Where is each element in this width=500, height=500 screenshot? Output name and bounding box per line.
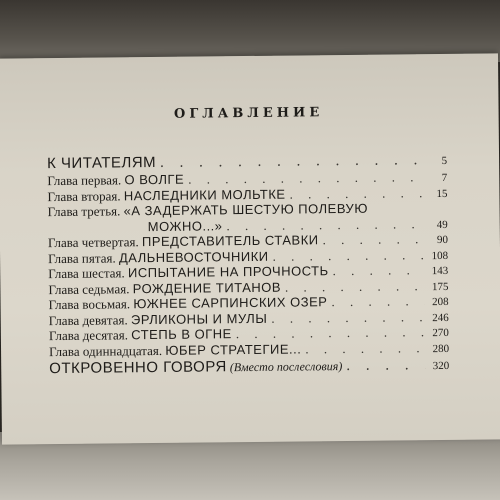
dot-leader bbox=[289, 185, 423, 202]
chapter-title: ОТКРОВЕННО ГОВОРЯ bbox=[49, 358, 227, 378]
chapter-title: НАСЛЕДНИКИ МОЛЬТКЕ bbox=[123, 186, 286, 203]
dot-leader bbox=[271, 309, 425, 326]
dot-leader bbox=[272, 247, 424, 264]
chapter-title: «А ЗАДЕРЖАТЬ ШЕСТУЮ ПОЛЕВУЮ bbox=[123, 200, 368, 219]
dot-leader bbox=[285, 278, 425, 295]
page-number: 143 bbox=[431, 264, 449, 278]
chapter-title: ЮЖНЕЕ САРПИНСКИХ ОЗЕР bbox=[133, 294, 328, 312]
chapter-number: Глава восьмая. bbox=[48, 296, 134, 313]
chapter-number: Глава третья. bbox=[47, 203, 124, 220]
page-number: 5 bbox=[441, 154, 448, 167]
chapter-title: СТЕПЬ В ОГНЕ bbox=[131, 326, 232, 343]
chapter-number: Глава седьмая. bbox=[48, 280, 133, 297]
book-page bbox=[0, 53, 500, 444]
chapter-number: Глава шестая. bbox=[48, 265, 129, 282]
toc-entry-label bbox=[148, 218, 223, 234]
toc-entry-label bbox=[47, 172, 184, 189]
chapter-title: ПРЕДСТАВИТЕЛЬ СТАВКИ bbox=[141, 232, 319, 250]
page-number: 246 bbox=[432, 311, 449, 324]
page-title: ОГЛАВЛЕНИЕ bbox=[173, 105, 324, 122]
chapter-title: РОЖДЕНИЕ ТИТАНОВ bbox=[132, 279, 282, 296]
chapter-title: К ЧИТАТЕЛЯМ bbox=[47, 153, 157, 173]
chapter-number: Глава десятая. bbox=[48, 327, 132, 344]
chapter-subtitle: (Вместо послесловия) bbox=[226, 359, 343, 375]
chapter-title: О ВОЛГЕ bbox=[124, 171, 185, 188]
dot-leader bbox=[305, 340, 425, 357]
page-number: 108 bbox=[431, 249, 449, 262]
dot-leader bbox=[323, 231, 424, 248]
dot-leader bbox=[333, 262, 425, 278]
chapter-title: ИСПЫТАНИЕ НА ПРОЧНОСТЬ bbox=[127, 263, 329, 281]
chapter-number: Глава одиннадцатая. bbox=[48, 342, 166, 359]
page-number: 280 bbox=[432, 342, 450, 355]
dot-leader bbox=[346, 356, 425, 376]
chapter-title: ЭРЛИКОНЫ И МУЛЫ bbox=[130, 310, 268, 327]
dot-leader bbox=[331, 293, 424, 309]
chapter-number: Глава вторая. bbox=[47, 187, 124, 204]
page-number: 7 bbox=[441, 171, 448, 184]
chapter-title: МОЖНО...» bbox=[147, 217, 223, 234]
page-number: 208 bbox=[432, 295, 449, 309]
page-number: 49 bbox=[436, 218, 448, 231]
page-number: 90 bbox=[436, 233, 448, 247]
chapter-title: ЮБЕР СТРАТЕГИЕ... bbox=[165, 340, 302, 358]
toc-entry bbox=[49, 355, 449, 378]
background-top bbox=[0, 0, 500, 62]
table-of-contents bbox=[47, 150, 449, 378]
toc-entry-label bbox=[49, 356, 342, 379]
chapter-title: ДАЛЬНЕВОСТОЧНИКИ bbox=[118, 248, 269, 265]
chapter-number: Глава пятая. bbox=[48, 249, 119, 266]
chapter-number: Глава первая. bbox=[47, 172, 125, 189]
toc-entry-label bbox=[47, 153, 156, 174]
page-number: 15 bbox=[436, 187, 448, 200]
chapter-number: Глава девятая. bbox=[48, 311, 132, 328]
page-number: 320 bbox=[432, 359, 450, 373]
chapter-number: Глава четвертая. bbox=[47, 234, 143, 251]
page-number: 175 bbox=[431, 280, 449, 293]
page-number: 270 bbox=[432, 326, 449, 340]
